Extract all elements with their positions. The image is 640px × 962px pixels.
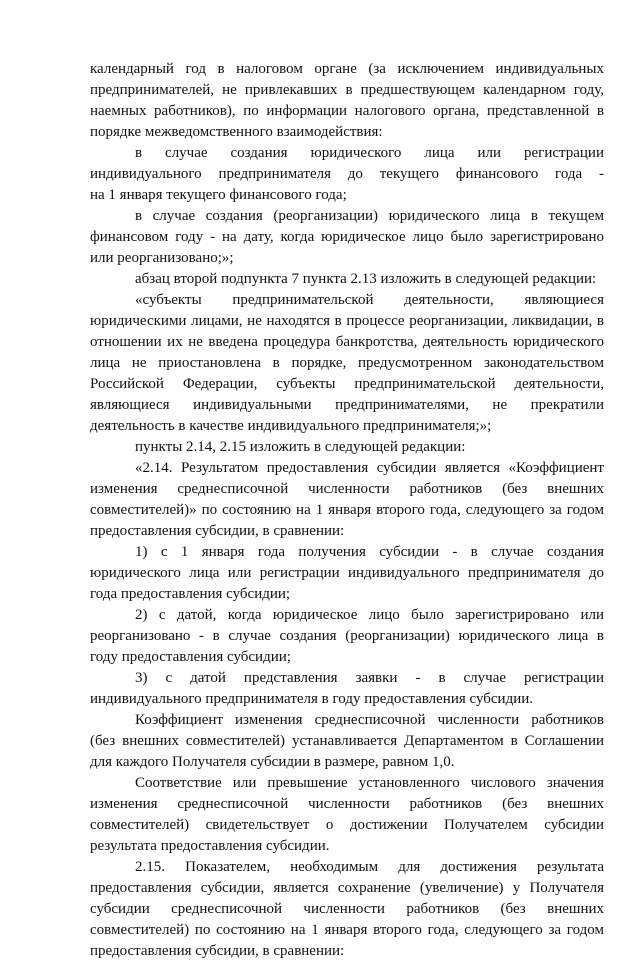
text-line: отношении их не введена процедура банкротства, деятельность юридического xyxy=(90,334,604,350)
paragraph xyxy=(90,710,604,773)
document-page xyxy=(90,59,604,962)
text-line: пункты 2.14, 2.15 изложить в следующей редакции: xyxy=(135,439,466,455)
paragraph xyxy=(90,857,604,962)
text-line: совместителей)» по состоянию на 1 января второго года, следующего за годом xyxy=(90,502,604,518)
text-line: лица не приостановлена в порядке, предусмотренном законодательством xyxy=(90,355,604,371)
paragraph xyxy=(90,605,604,668)
text-line: юридическими лицами, не находятся в процессе реорганизации, ликвидации, в xyxy=(90,313,604,329)
text-line: или реорганизовано;»; xyxy=(90,250,234,266)
text-line: для каждого Получателя субсидии в размере, равном 1,0. xyxy=(90,754,455,770)
text-line: «2.14. Результатом предоставления субсидии является «Коэффициент xyxy=(135,460,604,476)
text-line: изменения среднесписочной численности работников (без внешних xyxy=(90,481,604,497)
text-line: календарный год в налоговом органе (за исключением индивидуальных xyxy=(90,61,604,77)
text-line: финансовом году - на дату, когда юридическое лицо было зарегистрировано xyxy=(90,229,604,245)
paragraph xyxy=(90,542,604,605)
text-line: в случае создания юридического лица или регистрации xyxy=(135,145,604,161)
text-line: (без внешних совместителей) устанавливается Департаментом в Соглашении xyxy=(90,733,604,749)
text-line: «субъекты предпринимательской деятельности, являющиеся xyxy=(135,292,604,308)
text-line: в случае создания (реорганизации) юридического лица в текущем xyxy=(135,208,604,224)
paragraph xyxy=(90,437,604,458)
text-line: являющиеся индивидуальными предпринимателями, не прекратили xyxy=(90,397,604,413)
paragraph xyxy=(90,206,604,269)
text-line: предоставления субсидии, в сравнении: xyxy=(90,523,345,539)
paragraph xyxy=(90,458,604,542)
text-line: предоставления субсидии, в сравнении: xyxy=(90,943,345,959)
paragraph xyxy=(90,290,604,437)
paragraph xyxy=(90,668,604,710)
text-line: предоставления субсидии, является сохранение (увеличение) у Получателя xyxy=(90,880,604,896)
paragraph xyxy=(90,59,604,143)
paragraph xyxy=(90,143,604,206)
text-line: индивидуального предпринимателя в году предоставления субсидии. xyxy=(90,691,534,707)
text-line: Российской Федерации, субъекты предпринимательской деятельности, xyxy=(90,376,604,392)
text-line: субсидии среднесписочной численности работников (без внешних xyxy=(90,901,604,917)
paragraph xyxy=(90,773,604,857)
text-line: индивидуального предпринимателя до текущего финансового года - xyxy=(90,166,604,182)
text-line: Соответствие или превышение установленного числового значения xyxy=(135,775,604,791)
text-line: году предоставления субсидии; xyxy=(90,649,291,665)
text-line: 3) с датой представления заявки - в случае регистрации xyxy=(135,670,604,686)
text-line: совместителей) по состоянию на 1 января второго года, следующего за годом xyxy=(90,922,604,938)
text-line: 1) с 1 января года получения субсидии - в случае создания xyxy=(135,544,604,560)
text-line: года предоставления субсидии; xyxy=(90,586,291,602)
text-line: 2) с датой, когда юридическое лицо было зарегистрировано или xyxy=(135,607,604,623)
text-line: на 1 января текущего финансового года; xyxy=(90,187,347,203)
text-line: порядке межведомственного взаимодействия: xyxy=(90,124,383,140)
text-line: изменения среднесписочной численности работников (без внешних xyxy=(90,796,604,812)
text-line: результата предоставления субсидии. xyxy=(90,838,330,854)
text-line: предпринимателей, не привлекавших в предшествующем календарном году, xyxy=(90,82,604,98)
text-line: деятельность в качестве индивидуального предпринимателя;»; xyxy=(90,418,492,434)
text-line: 2.15. Показателем, необходимым для достижения результата xyxy=(135,859,604,875)
paragraph xyxy=(90,269,604,290)
text-line: Коэффициент изменения среднесписочной численности работников xyxy=(135,712,604,728)
text-line: совместителей) свидетельствует о достижении Получателем субсидии xyxy=(90,817,604,833)
text-line: юридического лица или регистрации индивидуального предпринимателя до xyxy=(90,565,604,581)
text-line: реорганизовано - в случае создания (реорганизации) юридического лица в xyxy=(90,628,604,644)
text-line: наемных работников), по информации налогового органа, представленной в xyxy=(90,103,604,119)
text-line: абзац второй подпункта 7 пункта 2.13 изложить в следующей редакции: xyxy=(135,271,597,287)
